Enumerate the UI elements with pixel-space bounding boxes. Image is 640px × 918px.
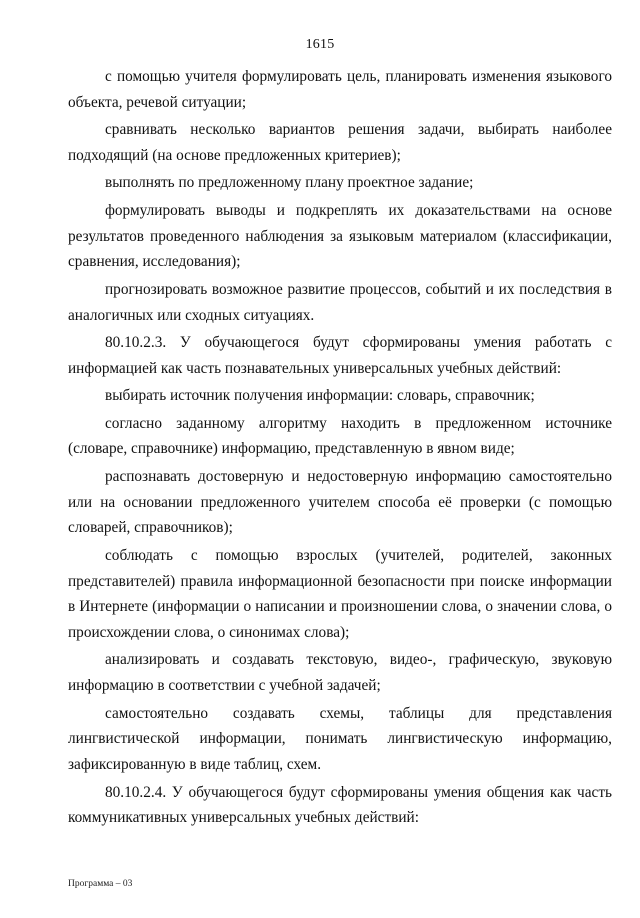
paragraph: формулировать выводы и подкреплять их доказательствами на основе результатов проведенного наблюдения за языковым материалом (классификации, сравнения, исследования);	[68, 201, 612, 271]
body-text	[68, 64, 612, 833]
paragraph: сравнивать несколько вариантов решения задачи, выбирать наиболее подходящий (на основе предложенных критериев);	[68, 121, 612, 164]
paragraph: выполнять по предложенному плану проектное задание;	[105, 174, 474, 192]
footer-label: Программа – 03	[68, 879, 133, 889]
paragraph: выбирать источник получения информации: словарь, справочник;	[105, 387, 535, 405]
page-number: 1615	[305, 37, 335, 52]
paragraph: анализировать и создавать текстовую, видео-, графическую, звуковую информацию в соответствии с учебной задачей;	[68, 651, 612, 695]
paragraph: согласно заданному алгоритму находить в предложенном источнике (словаре, справочнике) информацию, представленную в явном виде;	[68, 414, 612, 458]
paragraph: с помощью учителя формулировать цель, планировать изменения языкового объекта, речевой ситуации;	[68, 68, 612, 111]
paragraph: распознавать достоверную и недостоверную информацию самостоятельно или на основании предложенного учителем способа её проверки (с помощью словарей, справочников);	[68, 467, 612, 537]
paragraph: прогнозировать возможное развитие процессов, событий и их последствия в аналогичных или сходных ситуациях.	[68, 280, 612, 324]
paragraph: самостоятельно создавать схемы, таблицы для представления лингвистической информации, понимать лингвистическую информацию, зафиксированную в виде таблиц, схем.	[68, 704, 612, 774]
section-paragraph: 80.10.2.3. У обучающегося будут сформированы умения работать с информацией как часть познавательных универсальных учебных действий:	[68, 334, 612, 377]
paragraph: соблюдать с помощью взрослых (учителей, родителей, законных представителей) правила информационной безопасности при поиске информации в Интернете (информации о написании и произношении слова, о значении слова, о происхождении слова, о синонимах слова);	[68, 546, 612, 641]
section-paragraph: 80.10.2.4. У обучающегося будут сформированы умения общения как часть коммуникативных универсальных учебных действий:	[68, 783, 612, 827]
